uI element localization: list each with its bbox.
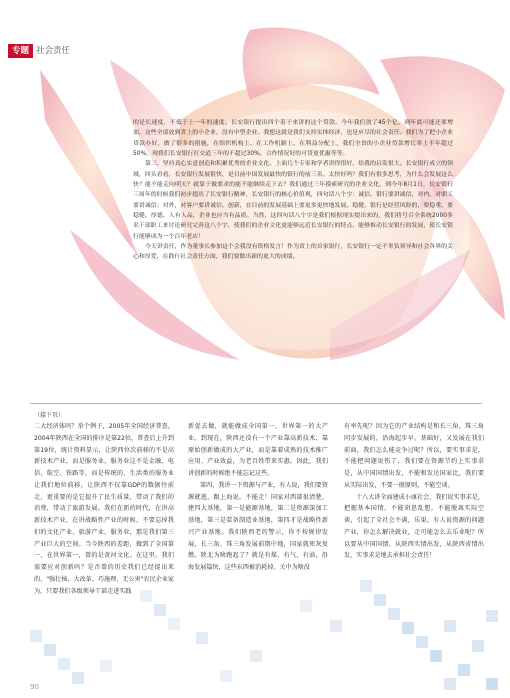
section-divider — [30, 403, 482, 404]
column-paragraph: 二大经济体吗？举个例子，2005年全国经济普查，2004年陕西在全国的排序是第22位，普查后上升到第19位，统计资料显示，让陕西位次前移的不是高新技术产业，而是服务业，服务业这不是金融、电信、航空、铁路等，而是传统的、生活类的服务业让我们地位前移，让陕西不仅靠GDP的数据往前走，更重要的是它提升了民生质量，带动了我们的消费，带动了旅游发展。我们在新的时代，在讲高新技术产业，在讲战略性产业的时候，不要忘掉我们的文化产业、旅游产业，服务业，那是我们第三产业巨大的空间。当今陕西的差距，做到了全国第一，在世界第一，曾的是黄河文化。在这里，我们需要应对创新吗？是否曾的历史我们已经提出来的，"强壮核、大改革、巧施理、无公害"农民企业家为，只要我们各级领导干部走进实践 — [34, 423, 174, 595]
column-paragraph: 第四，我讲一下资源与产业，有人说，我们要资源就逃，跟上海说，不能走！国家对西部很清楚，建四大基地，第一是能源基地，第二是资源深加工基地，第三是装备制造业基地，第四才是战略性新兴产业基地。我们陕西老的警示，你不按规律发展，长三角、珠三角发展前期中地，国家就死灰复燃。陕北为啥跑起了？就是有煤、有气、有油，沿海发展篇快，这些东西被消耗掉。关中为啥没 — [188, 481, 328, 571]
column-paragraph: 有率先呢？因为它的产业结构是和长三角、珠三角同步发展的，沿海起步早，基础好，又发展在我们前面，我们怎么能竞争过呢？所以，要实事求是，不能把问题说伤了，我们要在资源节约上实事求是，从中国国情出发，不能和发达国家比，我们要从实际出发，不要一般原则，不能空谈。 — [344, 423, 484, 489]
top-paragraph: 今天讲责任，作为董事长参加这个会我没有资格发言！作为省上的首家银行，长安银行一定不辜负领导和社会各界的关心和厚爱，在践行社会责任方面，我们要做出新的更大的成绩。 — [133, 244, 453, 261]
column-paragraph: 十八大讲全面建成小康社会，我们说实事求是，把握基本国情，不能胡思乱想，不能脱离实际空谈，引起了全社会不满，乐果，有人说资源的问题产业，你怎么解决就业，走可能怎么去乐业呢？所以要从中国国情、从陕西实情出发，从陕西省情出发，实事求是地去承担社会责任！ — [344, 493, 484, 560]
column-paragraph: 新促去做，就能做成全国第一、世界第一的大产业。到现在，陕西还没有一个产业靠高新技术、靠原始创新做成的大产业，而是靠着成熟的技术推广应用、产业效益，为老百姓带来实惠。因此，我们讲创新的时候绝不能忘记这些。 — [188, 423, 328, 477]
top-paragraph: 第三，坚持真心实意创造和积累优秀的企业文化。上面几个专家和学者讲得很好，给我的启发很大。长安银行成立的领域，回头看看，长安银行发展很快，是目前中国发展最快的银行的前三名。太快好吗？我们有很多思考，为什么会发展这么快？能不能走向明天？就靠于做要求的能不能继续走下去？我们通过三年摸索研究的企业文化，到今年8月1日，长安银行三周年的时候我们初步提出了长安银行精神，长安银行的核心价值观，四句话八个字：诚信，银行要讲诚信，对内，对职工要讲诚信；对外，对客户要讲诚信。创新，在目前的发展基础上要更多更快地发展。稳健，银行是经营风险的，要稳重，要稳健。厚德，人有人品，企业也应当有品质。当然，这四句话八个字是我们根据现实提出来的，我们将号召全系统2000多名干部职工来讨论研究完善这八个字，使我们的企业文化更能够远近长安银行的特点，能够推动长安银行的发展，使长安银行能够成为一个百年老店！ — [133, 161, 453, 240]
section-header — [8, 44, 70, 58]
top-paragraph: 的是长速度，不低于上一年的速度。长安银行提出四个着于来讲的这个贷款。今年我们放了45个亿，到年底可能还要增加，这些全部放到省上的小企业，没有中型企业。我想这就是我们支持实体经济，也是应尽的社会责任。我们为了把小企业贷款办好，做了很多的措施，在组织机构上、在工作机制上、在利益分配上，我们全省的小企业贷款增长率上半年超过50%，现我们长安银行打交道三年的不超过30%，合作情况好的可贷更优惠等等。 — [133, 120, 453, 158]
decorative-squares — [0, 560, 510, 698]
section-tag: 专题 — [8, 44, 33, 58]
continued-label: （接下页） — [34, 412, 65, 419]
top-article-text — [133, 118, 453, 263]
text-column-2 — [188, 421, 328, 574]
page-number: 90 — [30, 683, 39, 691]
section-title: 社会责任 — [36, 46, 71, 56]
text-column-3 — [344, 421, 484, 562]
